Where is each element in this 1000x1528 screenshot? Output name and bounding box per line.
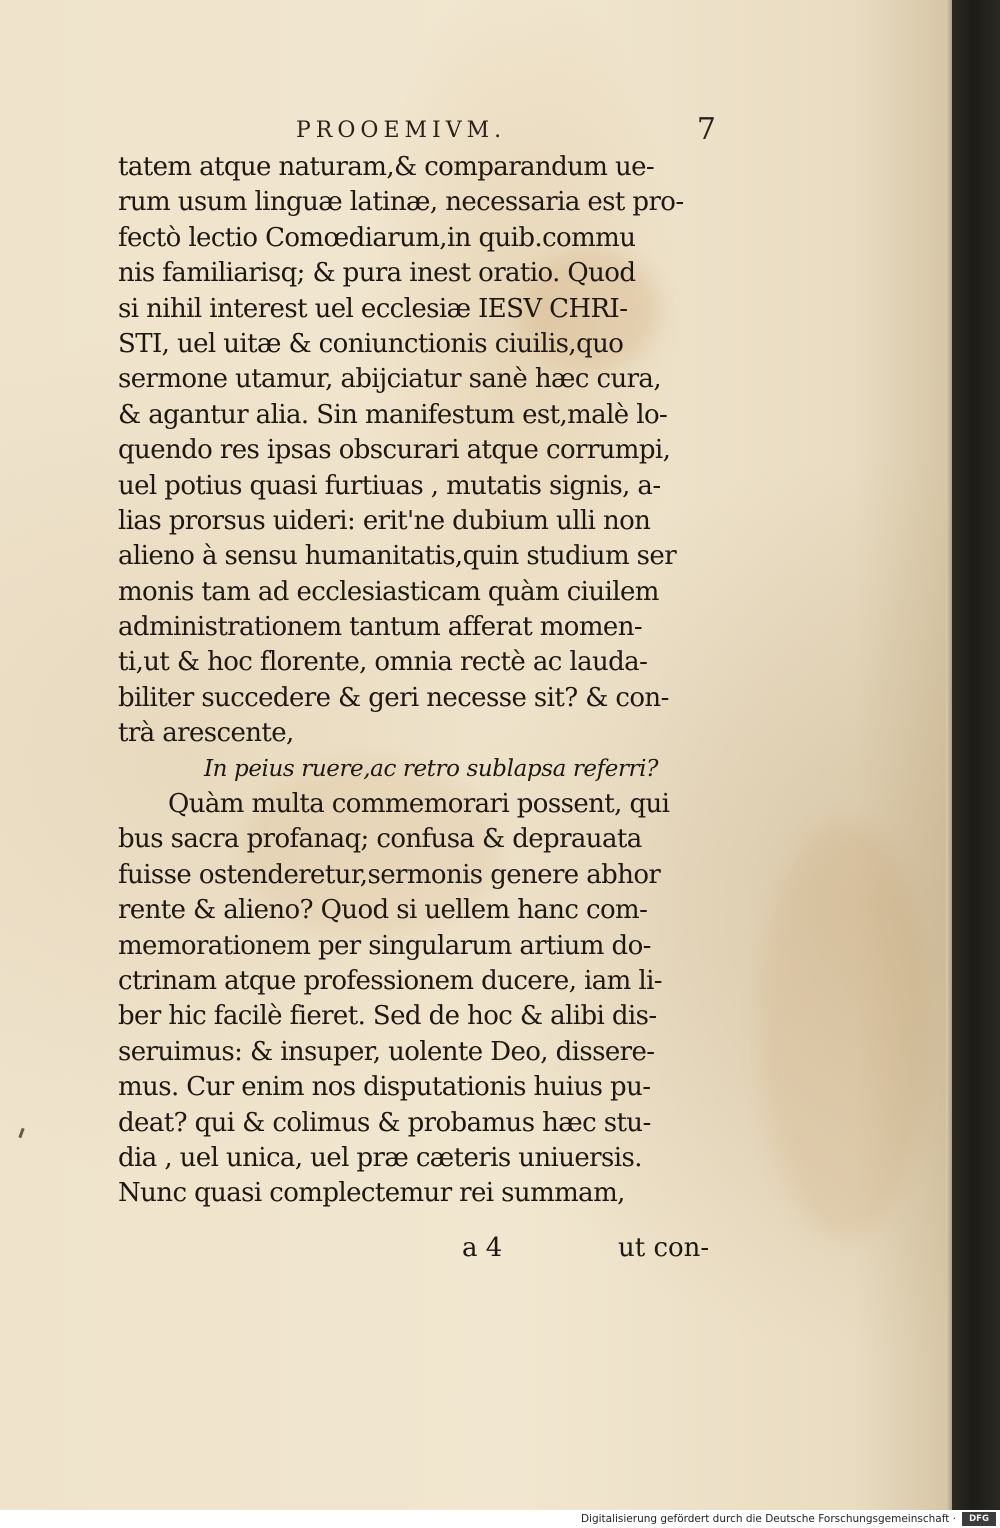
text-line: uel potius quasi furtiuas , mutatis signis, a- — [118, 470, 661, 501]
page-footer — [118, 1233, 718, 1269]
text-line: rente & alieno? Quod si uellem hanc com- — [118, 895, 648, 926]
text-line: rum usum linguæ latinæ, necessaria est pro- — [118, 187, 684, 218]
text-line: nis familiarisq; & pura inest oratio. Quod — [118, 258, 636, 289]
text-line: bus sacra profanaq; confusa & deprauata — [118, 824, 642, 855]
text-line: Quàm multa commemorari possent, qui — [168, 789, 670, 820]
text-line: Nunc quasi complectemur rei summam, — [118, 1178, 625, 1209]
text-line: biliter succedere & geri necesse sit? & con- — [118, 682, 669, 713]
book-cover-edge — [952, 0, 1000, 1510]
text-line: & agantur alia. Sin manifestum est,malè lo- — [118, 399, 668, 430]
text-line: lias prorsus uideri: erit'ne dubium ulli non — [118, 505, 651, 536]
credit-bar — [0, 1510, 1000, 1528]
text-line: quendo res ipsas obscurari atque corrumpi, — [118, 435, 671, 466]
text-line: deat? qui & colimus & probamus hæc stu- — [118, 1107, 651, 1138]
page-number: 7 — [696, 112, 716, 147]
verse-quotation: In peius ruere,ac retro sublapsa referri? — [204, 755, 659, 782]
text-line: dia , uel unica, uel præ cæteris uniuersis. — [118, 1142, 642, 1173]
running-head — [296, 112, 716, 148]
text-line: ti,ut & hoc florente, omnia rectè ac lauda- — [118, 647, 648, 678]
text-line: STI, uel uitæ & coniunctionis ciuilis,quo — [118, 328, 624, 359]
text-line: mus. Cur enim nos disputationis huius pu- — [118, 1072, 651, 1103]
text-line: trà arescente, — [118, 718, 294, 749]
text-line: seruimus: & insuper, uolente Deo, dissere- — [118, 1036, 655, 1067]
text-line: fuisse ostenderetur,sermonis genere abhor — [118, 859, 661, 890]
running-title: PROOEMIVM. — [296, 118, 507, 143]
text-line: alieno à sensu humanitatis,quin studium ser — [118, 541, 677, 572]
credit-text: Digitalisierung gefördert durch die Deutsche Forschungsgemeinschaft · — [580, 1513, 956, 1525]
text-line: tatem atque naturam,& comparandum ue- — [118, 152, 655, 182]
text-line: fectò lectio Comœdiarum,in quib.commu — [118, 222, 636, 253]
text-line: ctrinam atque professionem ducere, iam li- — [118, 965, 662, 996]
text-line: si nihil interest uel ecclesiæ IESV CHRI- — [118, 293, 628, 324]
text-line: memorationem per singularum artium do- — [118, 930, 651, 961]
margin-mark — [18, 1128, 24, 1138]
text-line: monis tam ad ecclesiasticam quàm ciuilem — [118, 576, 659, 607]
text-block — [118, 150, 718, 1263]
signature-mark: a 4 — [462, 1233, 503, 1263]
water-stain — [760, 820, 930, 1240]
text-line: ber hic facilè fieret. Sed de hoc & alibi dis- — [118, 1001, 657, 1032]
dfg-logo: DFG — [962, 1512, 996, 1526]
text-line: administrationem tantum afferat momen- — [118, 612, 643, 643]
text-line: sermone utamur, abijciatur sanè hæc cura, — [118, 364, 661, 395]
catchword: ut con- — [618, 1233, 710, 1263]
